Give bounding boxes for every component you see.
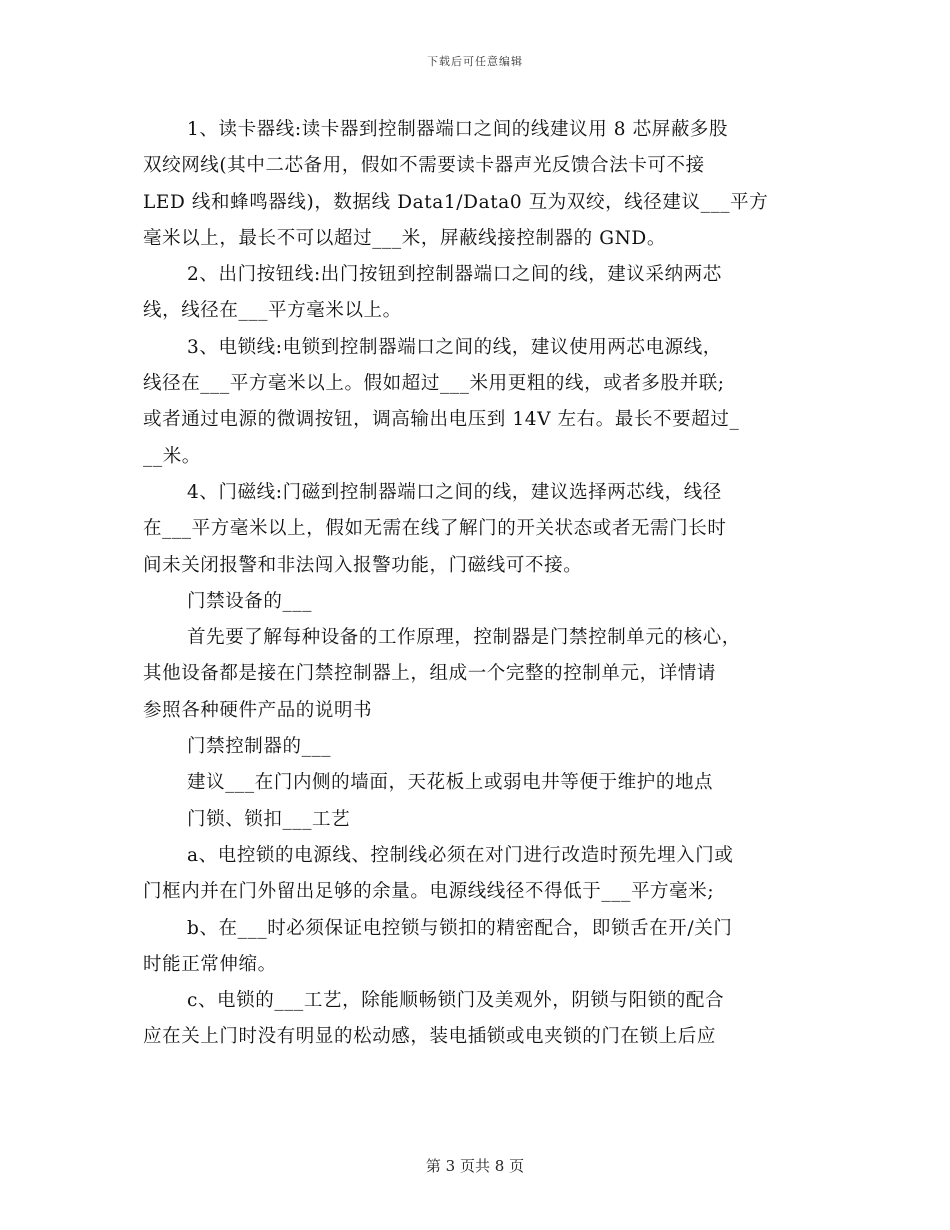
paragraph-line: 参照各种硬件产品的说明书 [143, 699, 373, 721]
paragraph-line: 1、读卡器线:读卡器到控制器端口之间的线建议用 8 芯屏蔽多股 [187, 119, 729, 140]
document-body [143, 112, 811, 1056]
paragraph-line: 或者通过电源的微调按钮，调高输出电压到 14V 左右。最长不要超过_ [143, 409, 740, 431]
paragraph-line: 毫米以上，最长不可以超过___米，屏蔽线接控制器的 GND。 [143, 227, 666, 249]
paragraph-line: 在___平方毫米以上，假如无需在线了解门的开关状态或者无需门长时 [143, 518, 727, 540]
page-header: 下载后可任意编辑 [427, 55, 523, 68]
paragraph-line: 线径在___平方毫米以上。假如超过___米用更粗的线，或者多股并联; [143, 373, 725, 395]
paragraph-line: a、电控锁的电源线、控制线必须在对门进行改造时预先埋入门或 [187, 844, 734, 866]
paragraph-line: 4、门磁线:门磁到控制器端口之间的线，建议选择两芯线，线径 [187, 481, 722, 503]
paragraph-line: 首先要了解每种设备的工作原理，控制器是门禁控制单元的核心， [187, 627, 741, 649]
paragraph-line: 建议___在门内侧的墙面，天花板上或弱电井等便于维护的地点 [187, 772, 714, 794]
section-heading: 门禁控制器的___ [187, 736, 332, 758]
paragraph-line: 3、电锁线:电锁到控制器端口之间的线，建议使用两芯电源线， [187, 336, 722, 358]
paragraph-line: __米。 [143, 445, 201, 467]
page-footer: 第 3 页共 8 页 [425, 1157, 525, 1175]
paragraph-line: 其他设备都是接在门禁控制器上，组成一个完整的控制单元，详情请 [143, 663, 717, 685]
paragraph-line: LED 线和蜂鸣器线)，数据线 Data1/Data0 互为双绞，线径建议___平方 [143, 191, 769, 213]
paragraph-line: 2、出门按钮线:出门按钮到控制器端口之间的线，建议采纳两芯 [187, 264, 722, 286]
paragraph-line: 应在关上门时没有明显的松动感，装电插锁或电夹锁的门在锁上后应 [143, 1026, 717, 1048]
paragraph-line: b、在___时必须保证电控锁与锁扣的精密配合，即锁舌在开/关门 [187, 917, 733, 939]
section-heading: 门锁、锁扣___工艺 [187, 808, 351, 830]
paragraph-line: 线，线径在___平方毫米以上。 [143, 300, 402, 322]
paragraph-line: c、电锁的___工艺，除能顺畅锁门及美观外，阴锁与阳锁的配合 [187, 990, 725, 1012]
paragraph-line: 门框内并在门外留出足够的余量。电源线线径不得低于___平方毫米; [143, 881, 715, 903]
section-heading: 门禁设备的___ [187, 590, 313, 612]
paragraph-line: 时能正常伸缩。 [143, 953, 277, 975]
paragraph-line: 双绞网线(其中二芯备用，假如不需要读卡器声光反馈合法卡可不接 [143, 155, 705, 177]
paragraph-line: 间未关闭报警和非法闯入报警功能，门磁线可不接。 [143, 554, 583, 576]
